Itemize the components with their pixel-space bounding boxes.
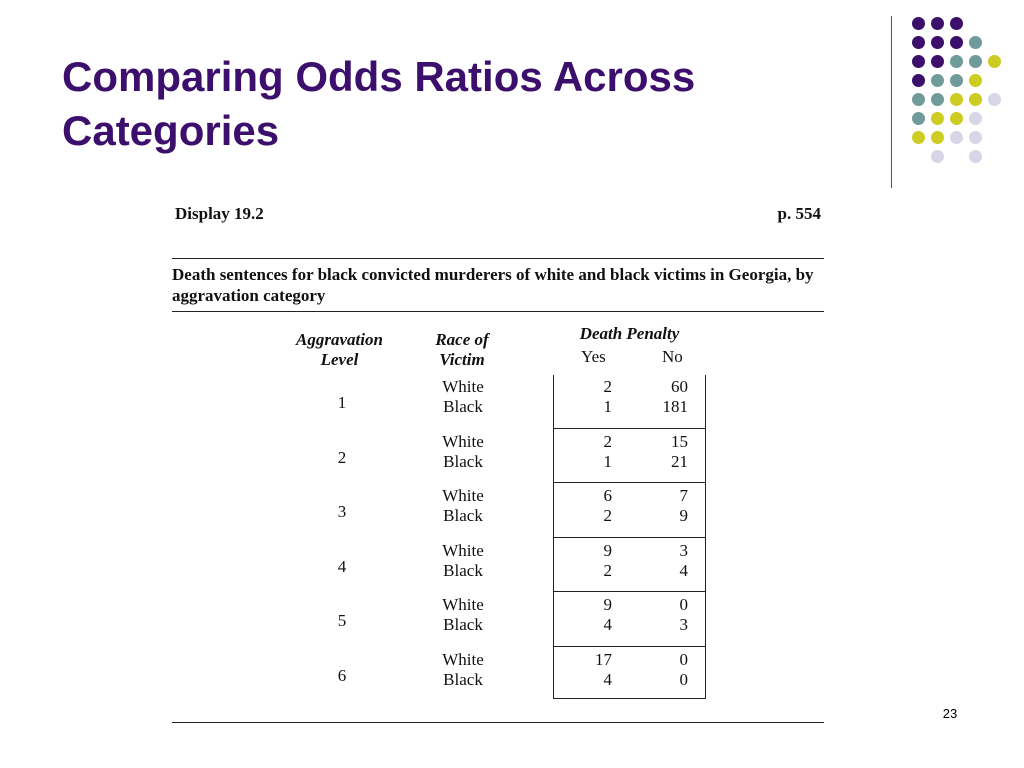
decorative-dot [931,36,944,49]
black-no-count: 21 [671,451,688,471]
decorative-dot [912,74,925,87]
decorative-dot [950,131,963,144]
aggravation-level-cell: 5 [337,611,347,630]
decorative-dot [969,93,982,106]
race-white-cell: White [442,540,484,560]
header-yes: Yes [581,347,606,366]
decorative-dot [950,17,963,30]
decorative-dot [988,55,1001,68]
decorative-dot [931,74,944,87]
display-caption: Death sentences for black convicted murderers of white and black victims in Georgia, by aggravation category [172,265,814,305]
decorative-dot [912,131,925,144]
decorative-dot [931,112,944,125]
decorative-dot [969,55,982,68]
decorative-dot [950,55,963,68]
decorative-dot [988,93,1001,106]
white-no-count: 60 [671,377,688,396]
black-yes-count: 4 [603,669,612,689]
decorative-dot [950,93,963,106]
race-black-cell: Black [443,506,483,525]
white-yes-count: 17 [595,649,612,669]
row-separator [554,482,705,483]
race-black-cell: Black [443,615,483,634]
white-yes-count: 6 [603,486,612,505]
black-yes-count: 4 [603,615,612,634]
decorative-dot [931,55,944,68]
white-yes-count: 2 [603,431,612,451]
decorative-dot [912,17,925,30]
black-no-count: 9 [679,506,688,525]
decorative-dot [931,93,944,106]
decorative-dot [912,55,925,68]
header-no: No [662,347,683,366]
race-black-cell: Black [443,451,483,471]
white-yes-count: 9 [603,595,612,614]
decorative-dot [912,36,925,49]
race-white-cell: White [442,377,484,396]
decorative-dot [950,74,963,87]
row-separator [554,646,705,647]
header-race-of-victim: Race of Victim [435,330,489,369]
decorative-dot [912,112,925,125]
slide-title: Comparing Odds Ratios Across Categories [62,53,696,154]
white-no-count: 0 [679,649,688,669]
black-no-count: 0 [679,669,688,689]
decorative-dot [969,112,982,125]
race-white-cell: White [442,595,484,614]
decorative-dot [969,36,982,49]
display-page-ref: p. 554 [777,204,821,223]
race-white-cell: White [442,431,484,451]
decorative-dot [912,93,925,106]
decorative-dot [969,131,982,144]
decorative-dot [950,112,963,125]
white-no-count: 7 [679,486,688,505]
race-white-cell: White [442,649,484,669]
top-rule [172,258,824,259]
black-yes-count: 2 [603,506,612,525]
decorative-dot-grid [0,0,1024,200]
aggravation-level-cell: 6 [337,665,347,685]
header-death-penalty: Death Penalty [579,324,680,343]
black-yes-count: 1 [603,451,612,471]
aggravation-level-cell: 2 [337,447,347,467]
race-black-cell: Black [443,669,483,689]
caption-rule [172,311,824,312]
white-no-count: 15 [671,431,688,451]
aggravation-level-cell: 4 [337,556,347,576]
bottom-rule [172,722,824,723]
decorative-dot [931,17,944,30]
display-label: Display 19.2 [175,204,264,223]
header-aggravation-level: Aggravation Level [296,330,383,369]
black-no-count: 3 [679,615,688,634]
decorative-dot [969,150,982,163]
decorative-dot [931,150,944,163]
decorative-dot [969,74,982,87]
white-yes-count: 2 [603,377,612,396]
black-yes-count: 1 [603,397,612,416]
black-no-count: 4 [679,560,688,580]
page-number: 23 [942,706,958,721]
white-yes-count: 9 [603,540,612,560]
white-no-count: 3 [679,540,688,560]
decorative-divider [891,16,892,188]
row-separator [554,591,705,592]
row-separator [554,537,705,538]
race-black-cell: Black [443,397,483,416]
aggravation-level-cell: 3 [337,502,347,521]
display-figure [172,200,824,730]
race-black-cell: Black [443,560,483,580]
aggravation-level-cell: 1 [337,393,347,412]
race-white-cell: White [442,486,484,505]
row-separator [554,428,705,429]
black-yes-count: 2 [603,560,612,580]
black-no-count: 181 [662,397,688,416]
white-no-count: 0 [679,595,688,614]
decorative-dot [950,36,963,49]
decorative-dot [931,131,944,144]
